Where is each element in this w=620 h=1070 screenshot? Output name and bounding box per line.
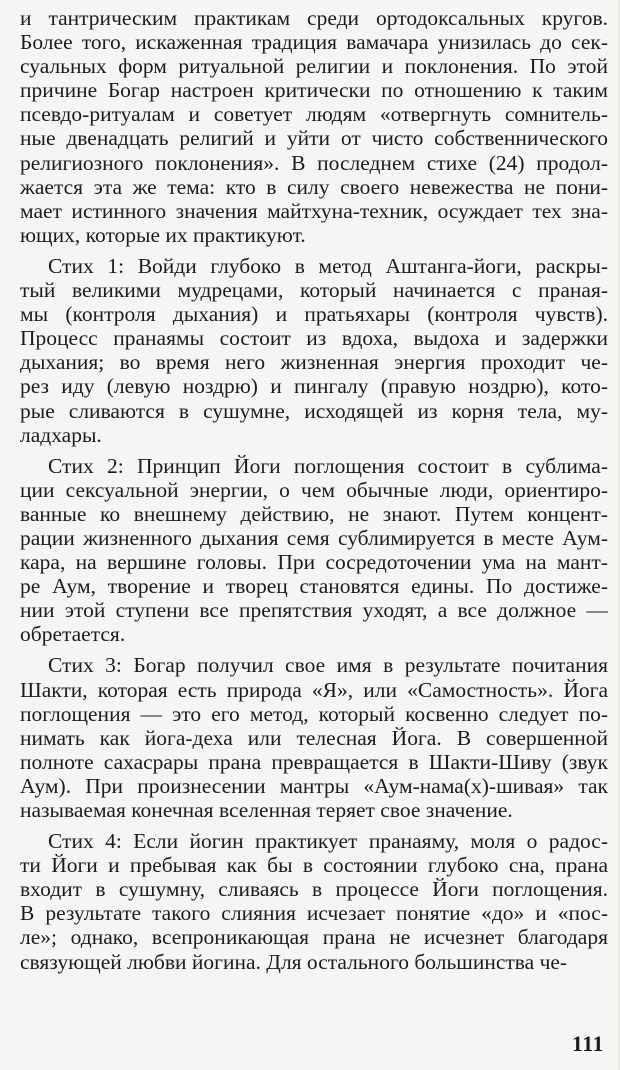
text-line: рез иду (левую ноздрю) и пингалу (правую ноздрю), кото-	[20, 374, 608, 399]
text-line: суальных форм ритуальной религии и поклонения. По этой	[20, 54, 608, 79]
text-line: ющих, которые их практикуют.	[20, 222, 306, 247]
text-line: причине Богар настроен критически по отношению к таким	[20, 78, 608, 103]
text-line: рации жизненного дыхания семя сублимируется в месте Аум-	[20, 525, 608, 550]
paragraph	[20, 6, 608, 247]
text-line: называемая конечная вселенная теряет свое значение.	[20, 798, 513, 822]
text-line: дыхания; во время него жизненная энергия проходит че-	[20, 350, 608, 375]
text-line: Стих 3: Богар получил свое имя в результате почитания	[48, 653, 608, 678]
text-line: В результате такого слияния исчезает понятие «до» и «пос-	[20, 901, 608, 926]
paragraph	[20, 829, 608, 974]
text-line: Процесс пранаямы состоит из вдоха, выдоха и задержки	[20, 326, 608, 351]
text-line: рые сливаются в сушумне, исходящей из корня тела, му-	[20, 398, 608, 423]
text-line: ти Йоги и пребывая как бы в состоянии глубоко сна, прана	[20, 853, 608, 878]
text-line: Аум). При произнесении мантры «Аум-нама(х)-шивая» так	[20, 773, 608, 798]
paragraph	[20, 454, 608, 647]
text-line: тый великими мудрецами, который начинается с праная-	[20, 278, 608, 303]
text-line: ции сексуальной энергии, о чем обычные люди, ориентиро-	[20, 477, 608, 502]
text-line: ле»; однако, всепроникающая прана не исчезнет благодаря	[20, 925, 608, 950]
text-line: жается эта же тема: кто в силу своего невежества не пони-	[20, 174, 608, 199]
paragraph	[20, 254, 608, 447]
paragraph-gap	[20, 822, 608, 829]
text-line: полноте сахасрары прана превращается в Шакти-Шиву (звук	[20, 749, 608, 774]
text-line: мает истинного значения майтхуна-техник, осуждает тех зна-	[20, 198, 608, 223]
text-line: нимать как йога-деха или телесная Йога. В совершенной	[20, 725, 608, 750]
text-line: религиозного поклонения». В последнем стихе (24) продол-	[20, 150, 608, 175]
paragraph-gap	[20, 447, 608, 454]
text-line: кара, на вершине головы. При сосредоточении ума на мант-	[20, 550, 608, 575]
text-line: входит в сушумну, сливаясь в процессе Йоги поглощения.	[20, 877, 608, 902]
text-line: ванные ко внешнему действию, не знают. Путем концент-	[20, 501, 608, 526]
text-line: Стих 4: Если йогин практикует пранаяму, моля о радос-	[48, 829, 608, 854]
text-line: ре Аум, творение и творец становятся едины. По достиже-	[20, 574, 608, 599]
text-line: псевдо-ритуалам и советует людям «отвергнуть сомнитель-	[20, 102, 608, 127]
text-line: ладхары.	[20, 422, 102, 447]
page-number: 111	[571, 1031, 604, 1056]
body-text	[20, 6, 608, 974]
text-line: Шакти, которая есть природа «Я», или «Самостность». Йога	[20, 677, 608, 702]
text-line: нии этой ступени все препятствия уходят, а все должное —	[20, 598, 608, 623]
paragraph-gap	[20, 247, 608, 254]
paragraph	[20, 653, 608, 822]
text-line: ные двенадцать религий и уйти от чисто собственнического	[20, 126, 608, 151]
text-line: мы (контроля дыхания) и пратьяхары (контроля чувств).	[20, 302, 608, 327]
paragraph-gap	[20, 646, 608, 653]
text-line: Более того, искаженная традиция вамачара унизилась до сек-	[20, 30, 608, 55]
text-line: Стих 2: Принцип Йоги поглощения состоит в сублима-	[48, 453, 608, 478]
text-line: и тантрическим практикам среди ортодоксальных кругов.	[20, 6, 608, 30]
text-line: поглощения — это его метод, который косвенно следует по-	[20, 701, 608, 726]
text-line: связующей любви йогина. Для остального большинства че-	[20, 949, 568, 974]
text-line: обретается.	[20, 622, 126, 647]
text-line: Стих 1: Войди глубоко в метод Аштанга-йоги, раскры-	[48, 253, 608, 278]
